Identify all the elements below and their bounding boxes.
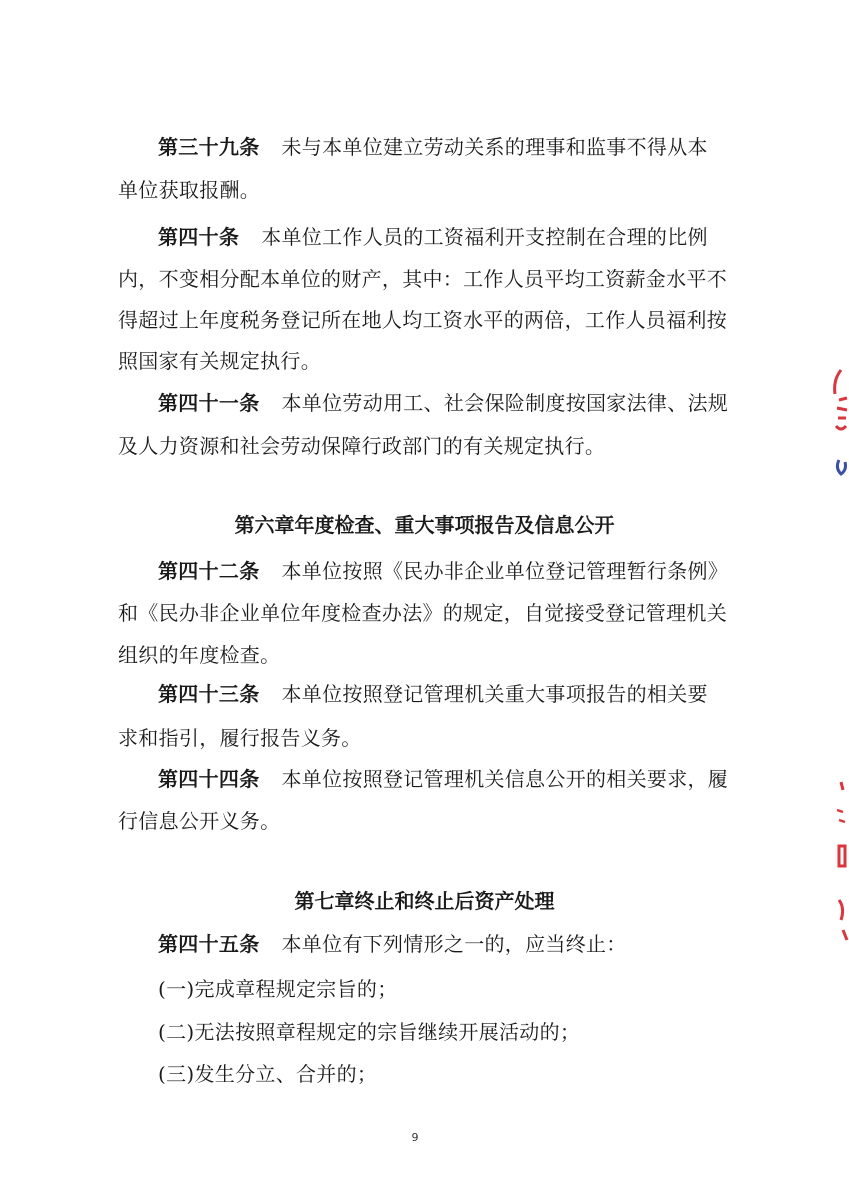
article-41-line-2: 及人力资源和社会劳动保障行政部门的有关规定执行。 [118, 434, 606, 458]
article-40-line-2: 内，不变相分配本单位的财产，其中：工作人员平均工资薪金水平不 [118, 267, 727, 291]
article-43-text-1: 本单位按照登记管理机关重大事项报告的相关要 [281, 682, 708, 706]
seal-fragment-upper [819, 360, 849, 490]
article-39-line-1 [158, 135, 708, 159]
article-44-text-1: 本单位按照登记管理机关信息公开的相关要求，履 [281, 767, 729, 791]
chapter-7-heading: 第七章终止和终止后资产处理 [294, 889, 555, 913]
article-42-line-2: 和《民办非企业单位年度检查办法》的规定，自觉接受登记管理机关 [118, 601, 727, 625]
article-41-line-1 [158, 391, 728, 415]
article-45-label: 第四十五条 [158, 932, 260, 956]
article-42-text-1: 本单位按照《民办非企业单位登记管理暂行条例》 [281, 559, 729, 583]
article-40-label: 第四十条 [158, 225, 240, 249]
article-41-label: 第四十一条 [158, 391, 260, 415]
article-45-line-1 [158, 932, 627, 956]
article-40-line-1 [158, 225, 708, 249]
article-44-label: 第四十四条 [158, 767, 260, 791]
page-number: 9 [411, 1131, 419, 1144]
article-41-text-1: 本单位劳动用工、社会保险制度按国家法律、法规 [281, 391, 729, 415]
seal-fragment-lower [819, 780, 849, 950]
article-39-label: 第三十九条 [158, 135, 260, 159]
article-40-text-1: 本单位工作人员的工资福利开支控制在合理的比例 [261, 225, 708, 249]
article-43-label: 第四十三条 [158, 682, 260, 706]
article-39-text-1: 未与本单位建立劳动关系的理事和监事不得从本 [281, 135, 708, 159]
list-item-1: (一)完成章程规定宗旨的； [158, 977, 398, 1001]
article-45-text-1: 本单位有下列情形之一的，应当终止： [281, 932, 627, 956]
article-43-line-1 [158, 682, 708, 706]
article-43-line-2: 求和指引，履行报告义务。 [118, 726, 362, 750]
article-42-line-1 [158, 559, 728, 583]
article-44-line-2: 行信息公开义务。 [118, 809, 281, 833]
chapter-6-heading: 第六章年度检查、重大事项报告及信息公开 [234, 513, 615, 537]
article-40-line-4: 照国家有关规定执行。 [118, 349, 321, 373]
article-40-line-3: 得超过上年度税务登记所在地人均工资水平的两倍，工作人员福利按 [118, 308, 727, 332]
article-39-line-2: 单位获取报酬。 [118, 178, 261, 202]
list-item-3: (三)发生分立、合并的； [158, 1062, 378, 1086]
article-42-label: 第四十二条 [158, 559, 260, 583]
article-44-line-1 [158, 767, 728, 791]
article-42-line-3: 组织的年度检查。 [118, 643, 281, 667]
list-item-2: (二)无法按照章程规定的宗旨继续开展活动的； [158, 1020, 581, 1044]
